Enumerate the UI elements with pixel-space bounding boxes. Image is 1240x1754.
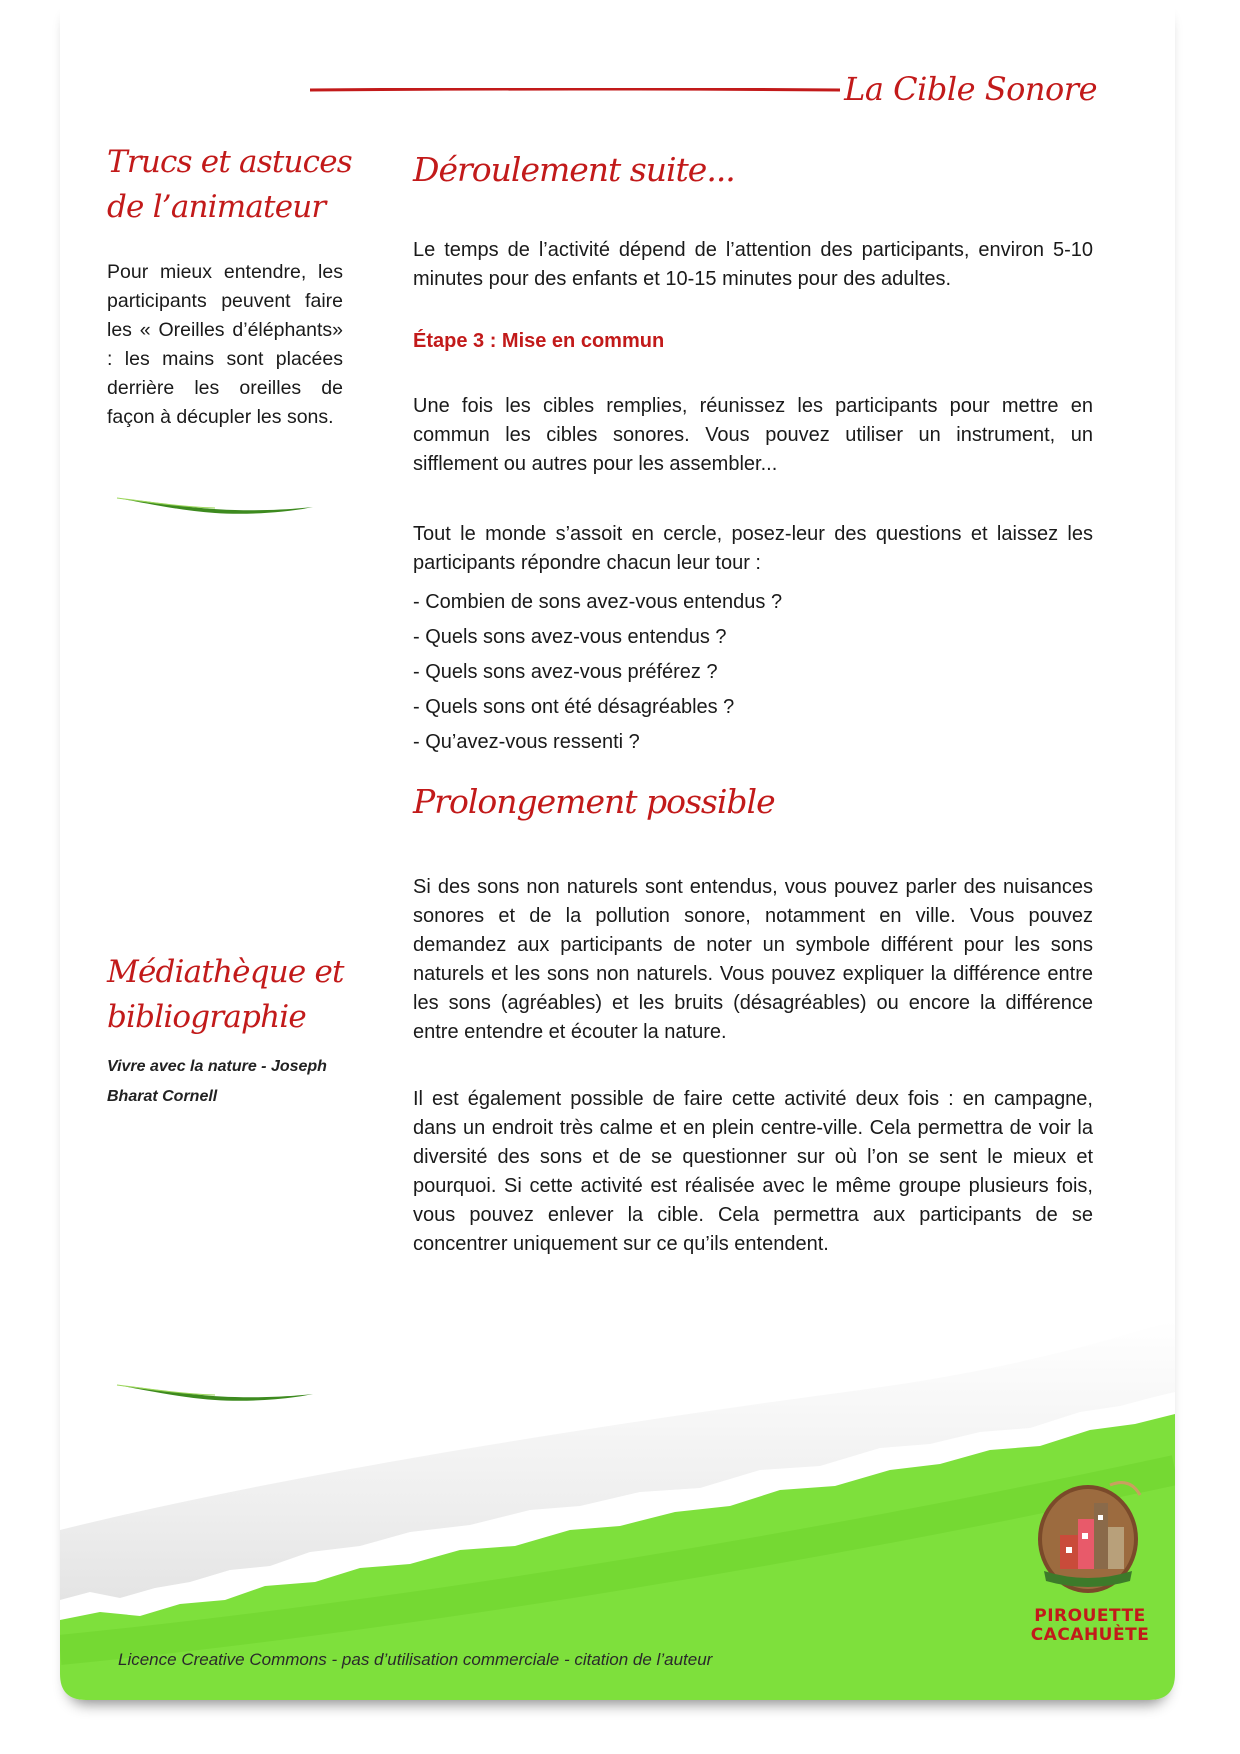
logo-wordmark: [1025, 1607, 1155, 1645]
list-item: - Combien de sons avez-vous entendus ?: [413, 591, 783, 613]
list-item: - Quels sons avez-vous entendus ?: [413, 626, 727, 648]
licence-text: Licence Creative Commons - pas d’utilisation commerciale - citation de l’auteur: [118, 1650, 713, 1669]
section-heading-prolongement: Prolongement possible: [413, 782, 775, 821]
logo-line1: PIROUETTE: [1034, 1606, 1146, 1626]
bibliography-entry: [107, 1052, 352, 1112]
logo-line2: CACAHUÈTE: [1030, 1625, 1150, 1645]
pirouette-cacahuete-logo-icon: [1030, 1475, 1150, 1595]
media-heading: [107, 950, 352, 1040]
header-underline: [310, 88, 840, 92]
tips-heading-line2: de l’animateur: [107, 189, 326, 225]
list-item: - Qu’avez-vous ressenti ?: [413, 731, 640, 753]
media-heading-line2: bibliographie: [107, 999, 306, 1035]
tips-heading-line1: Trucs et astuces: [107, 144, 352, 180]
paragraph-nuisances: Si des sons non naturels sont entendus, vous pouvez parler des nuisances sonores et de la pollution sonore, notamment en ville. Vous pouvez demandez aux participants de noter un symbole différent pour les sons naturels et les sons non naturels. Vous pouvez expliquer la différence entre les sons (agréables) et les bruits (désagréables) ou encore la différence entre entendre et écouter la nature.: [413, 876, 1093, 1043]
paragraph-mise-en-commun: Une fois les cibles remplies, réunissez les participants pour mettre en commun les cibles sonores. Vous pouvez utiliser un instrument, un sifflement ou autres pour les assembler...: [413, 395, 1093, 475]
media-heading-line1: Médiathèque et: [107, 954, 344, 990]
section-heading-deroulement: Déroulement suite...: [413, 150, 735, 189]
paragraph-deux-fois: Il est également possible de faire cette activité deux fois : en campagne, dans un endroit très calme et en plein centre-ville. Cela permettra de voir la diversité des sons et de se questionner sur où l’on se sent le mieux et pourquoi. Si cette activité est réalisée avec le même groupe plusieurs fois, vous pouvez enlever la cible. Cela permettra aux participants de se concentrer uniquement sur ce qu’ils entendent.: [413, 1088, 1093, 1255]
document-title: La Cible Sonore: [844, 70, 1097, 108]
step-3-heading: Étape 3 : Mise en commun: [413, 330, 665, 352]
question-list: [413, 585, 782, 760]
tips-heading: [107, 140, 352, 230]
biblio-line2: Bharat Cornell: [107, 1088, 218, 1105]
torn-paper-grass-band: [60, 1320, 1175, 1700]
tips-text: Pour mieux entendre, les participants peuvent faire les « Oreilles d’éléphants» : les mains sont placées derrière les oreilles de façon à décupler les sons.: [107, 261, 343, 428]
paragraph-duration: Le temps de l’activité dépend de l’attention des participants, environ 5-10 minutes pour des enfants et 10-15 minutes pour des adultes.: [413, 239, 1093, 290]
list-item: - Quels sons avez-vous préférez ?: [413, 661, 718, 683]
biblio-line1: Vivre avec la nature - Joseph: [107, 1058, 327, 1075]
list-item: - Quels sons ont été désagréables ?: [413, 696, 735, 718]
paragraph-cercle: Tout le monde s’assoit en cercle, posez-leur des questions et laissez les participants répondre chacun leur tour :: [413, 523, 1093, 574]
grass-divider-icon: [115, 493, 315, 517]
